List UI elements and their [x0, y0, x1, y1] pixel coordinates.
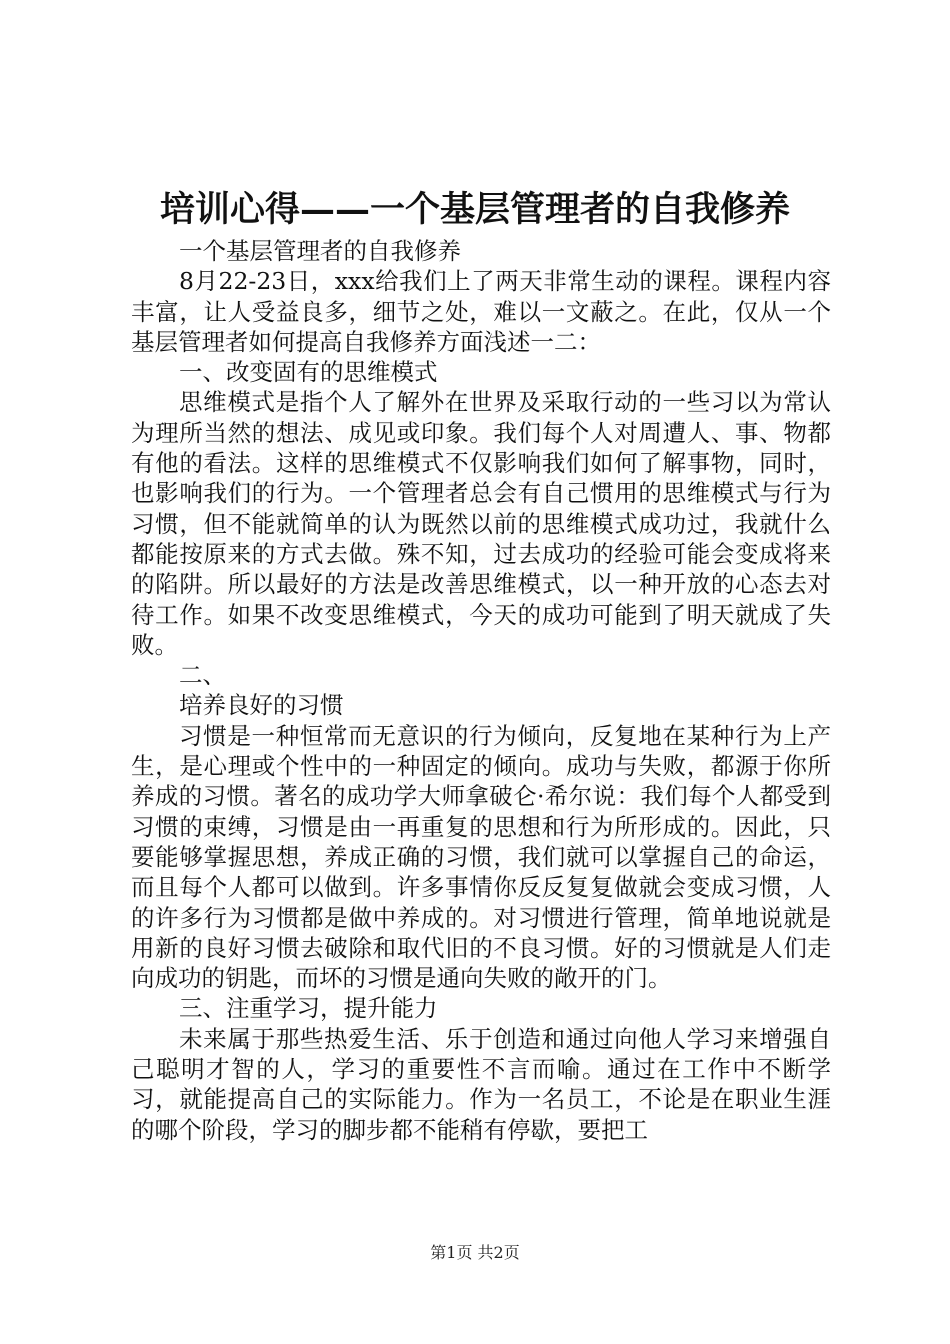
intro-paragraph: 8月22-23日，xxx给我们上了两天非常生动的课程。课程内容丰富，让人受益良多，细节之处，难以一文蔽之。在此，仅从一个基层管理者如何提高自我修养方面浅述一二：	[131, 267, 831, 356]
section-heading-2: 培养良好的习惯	[179, 691, 344, 720]
document-body	[131, 236, 831, 1145]
page-footer: 第1页 共2页	[430, 1243, 520, 1262]
section-heading-3: 三、注重学习，提升能力	[179, 994, 438, 1023]
document-title: 培训心得——一个基层管理者的自我修养	[159, 189, 790, 230]
subtitle-paragraph: 一个基层管理者的自我修养	[179, 237, 461, 265]
section-2-paragraph: 习惯是一种恒常而无意识的行为倾向，反复地在某种行为上产生，是心理或个性中的一种固定的倾向。成功与失败，都源于你所养成的习惯。著名的成功学大师拿破仑·希尔说：我们每个人都受到习惯的束缚，习惯是由一再重复的思想和行为所形成的。因此，只要能够掌握思想，养成正确的习惯，我们就可以掌握自己的命运，而且每个人都可以做到。许多事情你反反复复做就会变成习惯，人的许多行为习惯都是做中养成的。对习惯进行管理，简单地说就是用新的良好习惯去破除和取代旧的不良习惯。好的习惯就是人们走向成功的钥匙，而坏的习惯是通向失败的敞开的门。	[131, 721, 831, 993]
section-1-paragraph: 思维模式是指个人了解外在世界及采取行动的一些习以为常认为理所当然的想法、成见或印象。我们每个人对周遭人、事、物都有他的看法。这样的思维模式不仅影响我们如何了解事物，同时，也影响我们的行为。一个管理者总会有自己惯用的思维模式与行为习惯，但不能就简单的认为既然以前的思维模式成功过，我就什么都能按原来的方式去做。殊不知，过去成功的经验可能会变成将来的陷阱。所以最好的方法是改善思维模式，以一种开放的心态去对待工作。如果不改变思维模式，今天的成功可能到了明天就成了失败。	[131, 388, 831, 659]
section-heading-1: 一、改变固有的思维模式	[179, 358, 438, 387]
section-heading-2-number: 二、	[179, 661, 226, 690]
section-3-paragraph: 未来属于那些热爱生活、乐于创造和通过向他人学习来增强自己聪明才智的人，学习的重要性不言而喻。通过在工作中不断学习，就能提高自己的实际能力。作为一名员工，不论是在职业生涯的哪个阶段，学习的脚步都不能稍有停歇，要把工	[131, 1024, 831, 1144]
